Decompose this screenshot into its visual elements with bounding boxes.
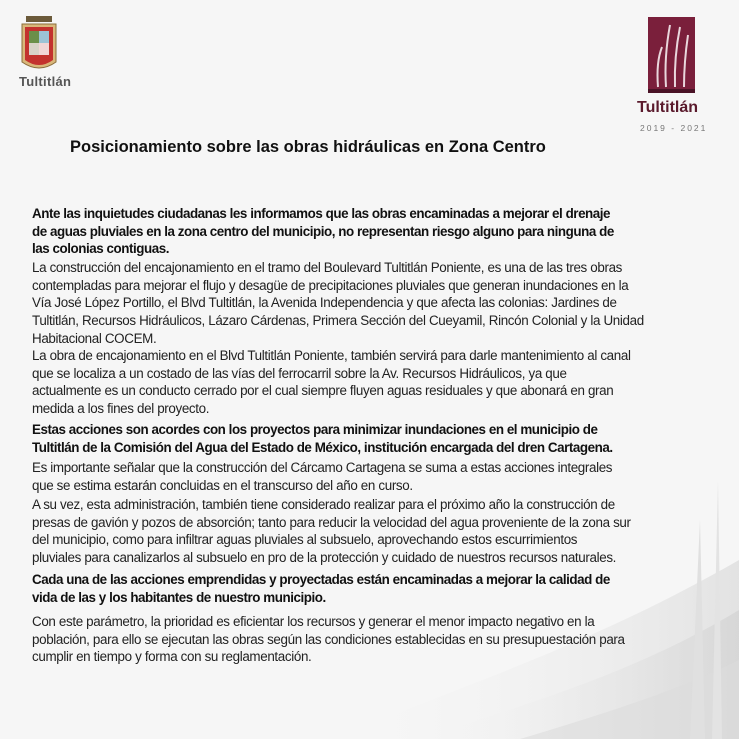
paragraph-line: cumplir en tiempo y forma con su reglamentación. bbox=[32, 649, 312, 665]
paragraph bbox=[32, 259, 644, 348]
paragraph-line: Vía José López Portillo, el Blvd Tultitlán, la Avenida Independencia y que afecta las colonias: Jardines de bbox=[32, 295, 617, 311]
paragraph-line: Tultitlán, Recursos Hidráulicos, Lázaro Cárdenas, Primera Sección del Cueyamil, Rincón Colonial y la Unidad bbox=[32, 313, 644, 329]
paragraph-line: Tultitlán de la Comisión del Agua del Estado de México, institución encargada del dren Cartagena. bbox=[32, 439, 613, 455]
paragraph-line: vida de las y los habitantes de nuestro municipio. bbox=[32, 589, 326, 605]
right-logo-text: Tultitlán bbox=[637, 99, 699, 116]
paragraph-line: del municipio, como para infiltrar aguas pluviales al subsuelo, aprovechando estos escurrimientos bbox=[32, 532, 578, 548]
bold-paragraph bbox=[32, 205, 614, 258]
paragraph-line: de aguas pluviales en la zona centro del municipio, no representan riesgo alguno para ninguna de bbox=[32, 223, 614, 239]
paragraph-line: que se estima estarán concluidas en el transcurso del año en curso. bbox=[32, 477, 413, 493]
paragraph-line: Habitacional COCEM. bbox=[32, 330, 157, 346]
paragraph-line: Es importante señalar que la construcción del Cárcamo Cartagena se suma a estas acciones integrales bbox=[32, 460, 613, 475]
paragraph-line: Cada una de las acciones emprendidas y proyectadas están encaminadas a mejorar la calidad de bbox=[32, 572, 610, 587]
paragraph-line: presas de gavión y pozos de absorción; tanto para reducir la velocidad del agua proveniente de la zona sur bbox=[32, 514, 631, 530]
left-logo-text: Tultitlán bbox=[19, 74, 72, 89]
paragraph-line: población, para ello se ejecutan las obras según las condiciones establecidas en su presupuestación para bbox=[32, 631, 625, 647]
paragraph-line: La obra de encajonamiento en el Blvd Tultitlán Poniente, también servirá para darle mantenimiento al canal bbox=[32, 348, 631, 363]
paragraph-line: medida a los fines del proyecto. bbox=[32, 401, 210, 417]
paragraph-line: A su vez, esta administración, también tiene considerado realizar para el próximo año la construcción de bbox=[32, 497, 615, 512]
paragraph bbox=[32, 459, 612, 494]
administration-years: 2019 - 2021 bbox=[640, 123, 708, 133]
paragraph-line: Con este parámetro, la prioridad es eficientar los recursos y generar el menor impacto negativo en la bbox=[32, 614, 595, 629]
paragraph-line: contempladas para mejorar el flujo y desagüe de precipitaciones pluviales que generan inundaciones en la bbox=[32, 277, 629, 293]
paragraph bbox=[32, 347, 631, 418]
paragraph-line: actualmente es un conducto cerrado por el cual siempre fluyen aguas residuales y que abonará en gran bbox=[32, 383, 614, 399]
bold-paragraph bbox=[32, 421, 613, 456]
paragraph-line: que se localiza a un costado de las vías del ferrocarril sobre la Av. Recursos Hidráulicos, ya que bbox=[32, 365, 567, 381]
tultitlan-reeds-logo bbox=[648, 17, 695, 97]
coat-of-arms-logo bbox=[20, 14, 58, 74]
paragraph bbox=[32, 496, 631, 567]
paragraph-line: La construcción del encajonamiento en el tramo del Boulevard Tultitlán Poniente, es una de las tres obras bbox=[32, 260, 623, 275]
paragraph bbox=[32, 613, 625, 666]
document-title: Posicionamiento sobre las obras hidráulicas en Zona Centro bbox=[70, 138, 546, 156]
paragraph-line: pluviales para canalizarlos al subsuelo en pro de la protección y cuidado de nuestros recursos naturales. bbox=[32, 550, 617, 566]
paragraph-line: Ante las inquietudes ciudadanas les informamos que las obras encaminadas a mejorar el drenaje bbox=[32, 206, 611, 221]
paragraph-line: las colonias contiguas. bbox=[32, 241, 169, 257]
bold-paragraph bbox=[32, 571, 610, 606]
paragraph-line: Estas acciones son acordes con los proyectos para minimizar inundaciones en el municipio de bbox=[32, 422, 598, 437]
